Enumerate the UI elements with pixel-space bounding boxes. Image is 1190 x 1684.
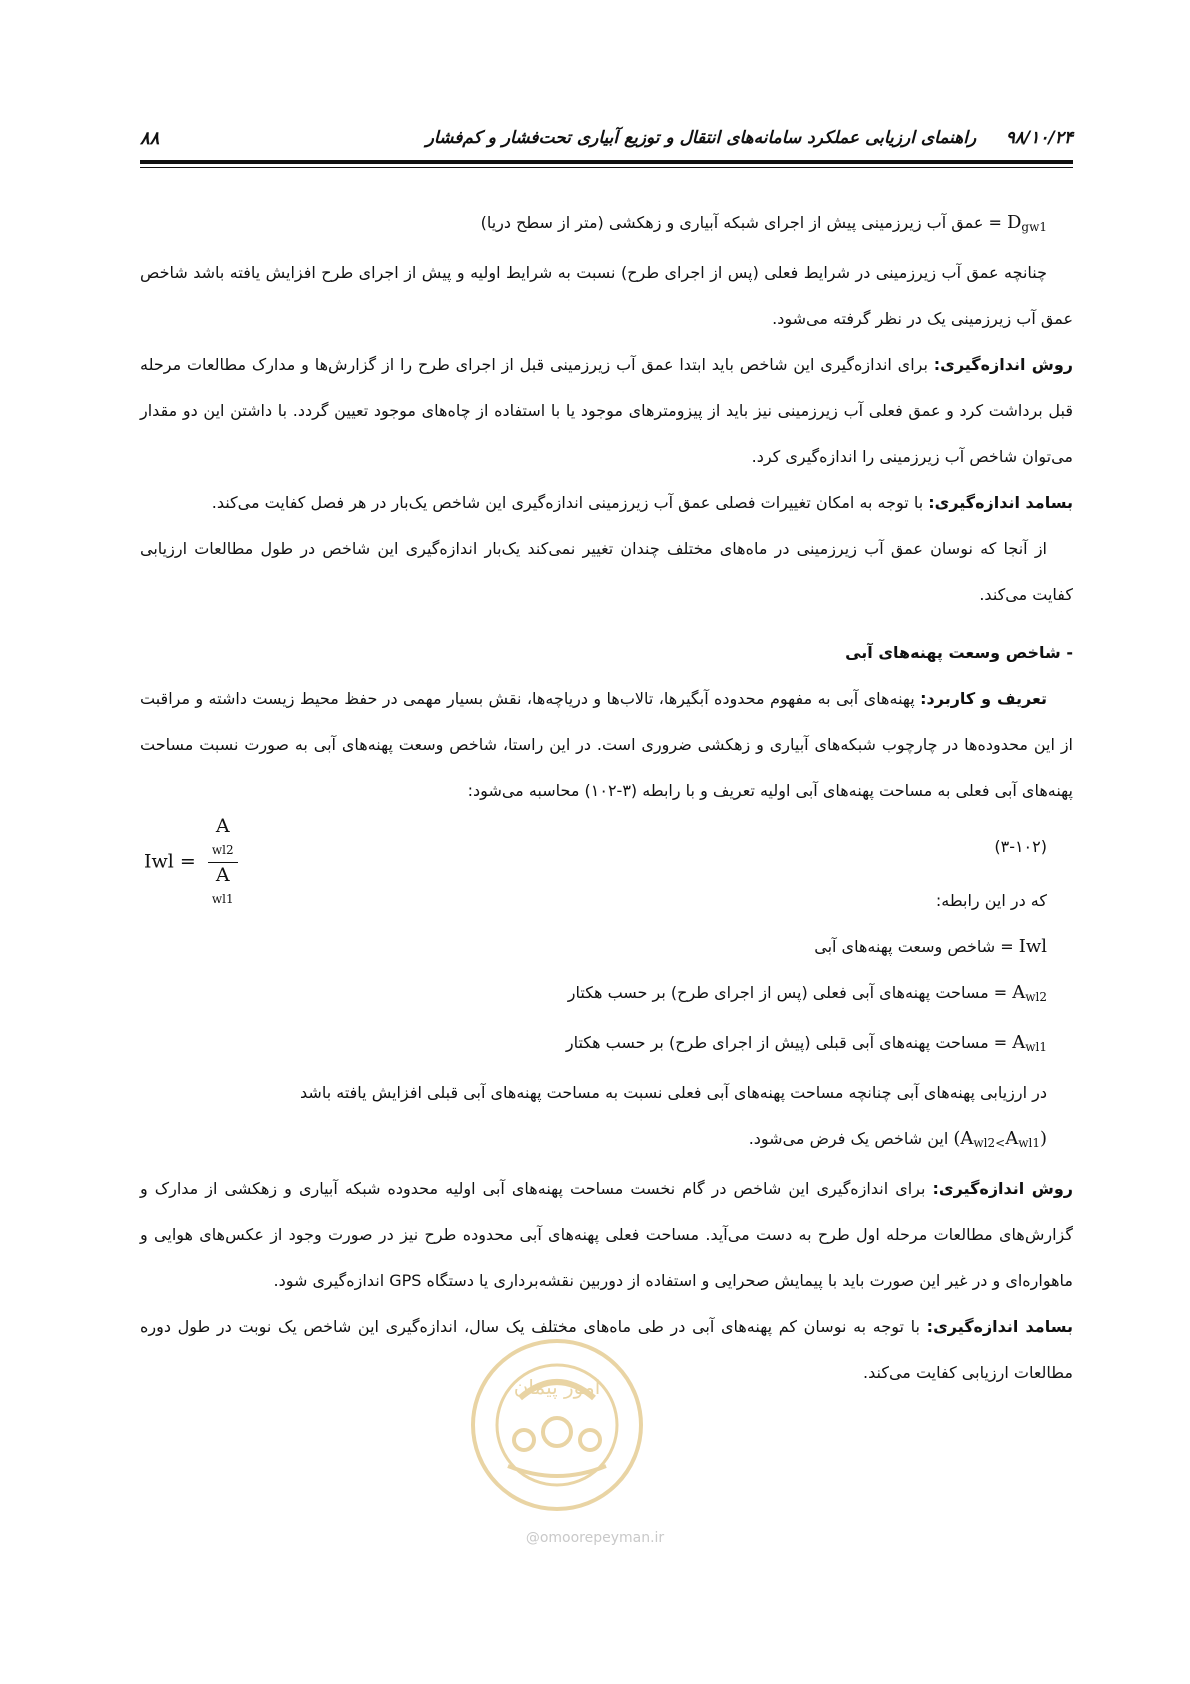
svg-text:امور پیمان: امور پیمان	[513, 1375, 601, 1399]
label-definition: تعریف و کاربرد:	[920, 689, 1048, 708]
header-date: ۹۸/۱۰/۲۴	[1005, 128, 1073, 148]
paragraph-measurement-method-2: روش اندازه‌گیری: برای اندازه‌گیری این شاخص در گام نخست مساحت پهنه‌های آبی اولیه محدوده شبکه آبیاری و زهکشی از مدارک و گزارش‌های مطالعات مرحله اول طرح به دست می‌آید. مساحت فعلی پهنه‌های آبی محدوده طرح نیز در صورت وجود از عکس‌های هوایی و ماهواره‌ای و در غیر این صورت باید با پیمایش صحرایی و استفاده از دوربین نقشه‌برداری یا دستگاه GPS اندازه‌گیری شود.	[140, 1179, 1074, 1290]
running-header	[140, 128, 1073, 158]
header-title-line	[426, 128, 1073, 148]
label-measurement-method-2: روش اندازه‌گیری:	[932, 1179, 1074, 1198]
label-frequency-2: بسامد اندازه‌گیری:	[926, 1317, 1074, 1336]
header-rule-thick	[140, 160, 1073, 164]
paragraph-assessment-condition: $(A_{wl2<}A_{wl1})$ این شاخص یک فرض می‌شود.	[748, 1128, 1047, 1150]
definition-awl2: $A_{wl2}$ = مساحت پهنه‌های آبی فعلی (پس از اجرای طرح) بر حسب هکتار	[567, 982, 1047, 1004]
section-heading: - شاخص وسعت پهنه‌های آبی	[845, 643, 1073, 662]
watermark-url: @omoorepeyman.ir	[525, 1530, 665, 1546]
where-line: که در این رابطه:	[935, 891, 1047, 910]
paragraph-frequency-1: بسامد اندازه‌گیری: با توجه به امکان تغییرات فصلی عمق آب زیرزمینی اندازه‌گیری این شاخص یک‌بار در هر فصل کفایت می‌کند.	[211, 493, 1073, 512]
equation-number: (۳-۱۰۲)	[994, 837, 1047, 856]
paragraph-assessment: در ارزیابی پهنه‌های آبی چنانچه مساحت پهنه‌های آبی فعلی نسبت به مساحت پهنه‌های آبی قبلی افزایش یافته باشد	[300, 1083, 1047, 1102]
body-text	[140, 200, 1073, 1396]
paragraph-definition: تعریف و کاربرد: پهنه‌های آبی به مفهوم محدوده آبگیرها، تالاب‌ها و دریاچه‌ها، نقش بسیار مهمی در حفظ محیط زیست داشته و مراقبت از این محدوده‌ها در چارچوب شبکه‌های آبیاری و زهکشی ضروری است. در این راستا، شاخص وسعت پهنه‌های آبی به صورت نسبت مساحت پهنه‌های آبی فعلی به مساحت پهنه‌های آبی اولیه تعریف و با رابطه (۳-۱۰۲) محاسبه می‌شود:	[140, 689, 1073, 800]
header-title: راهنمای ارزیابی عملکرد سامانه‌های انتقال و توزیع آبیاری تحت‌فشار و کم‌فشار	[425, 128, 977, 148]
paragraph-groundwater-rule: چنانچه عمق آب زیرزمینی در شرایط فعلی (پس از اجرای طرح) نسبت به شرایط اولیه و پیش از اجرای طرح افزایش یافته باشد شاخص عمق آب زیرزمینی یک در نظر گرفته می‌شود.	[140, 263, 1073, 328]
definition-iwl: Iwl = شاخص وسعت پهنه‌های آبی	[814, 936, 1047, 957]
paragraph-measurement-method-1: روش اندازه‌گیری: برای اندازه‌گیری این شاخص باید ابتدا عمق آب زیرزمینی قبل از اجرای طرح را از گزارش‌ها و مدارک مطالعات مرحله قبل برداشت کرد و عمق فعلی آب زیرزمینی نیز باید از پیزومترهای موجود یا با استفاده از چاه‌های موجود تعیین گردد. با داشتن این دو مقدار می‌توان شاخص آب زیرزمینی را اندازه‌گیری کرد.	[140, 355, 1074, 466]
watermark-seal-icon	[468, 1336, 646, 1514]
page-number: ۸۸	[140, 128, 160, 149]
definition-awl1: $A_{wl1}$ = مساحت پهنه‌های آبی قبلی (پیش از اجرای طرح) بر حسب هکتار	[565, 1032, 1047, 1054]
label-frequency: بسامد اندازه‌گیری:	[928, 493, 1073, 512]
equation-iwl: Iwl = A wl2 A wl1	[144, 814, 238, 911]
header-rule-thin	[140, 167, 1073, 168]
paragraph-frequency-2: بسامد اندازه‌گیری: با توجه به نوسان کم پهنه‌های آبی در طی ماه‌های مختلف یک سال، اندازه‌گیری این شاخص یک نوبت در طول دوره مطالعات ارزیابی کفایت می‌کند.	[140, 1317, 1074, 1382]
paragraph-fluctuation: از آنجا که نوسان عمق آب زیرزمینی در ماه‌های مختلف چندان تغییر نمی‌کند یک‌بار اندازه‌گیری این شاخص در طول مطالعات ارزیابی کفایت می‌کند.	[140, 539, 1073, 604]
label-measurement-method: روش اندازه‌گیری:	[933, 355, 1074, 374]
definition-dgw1: $D_{gw1}$ = عمق آب زیرزمینی پیش از اجرای شبکه آبیاری و زهکشی (متر از سطح دریا)	[480, 212, 1047, 234]
